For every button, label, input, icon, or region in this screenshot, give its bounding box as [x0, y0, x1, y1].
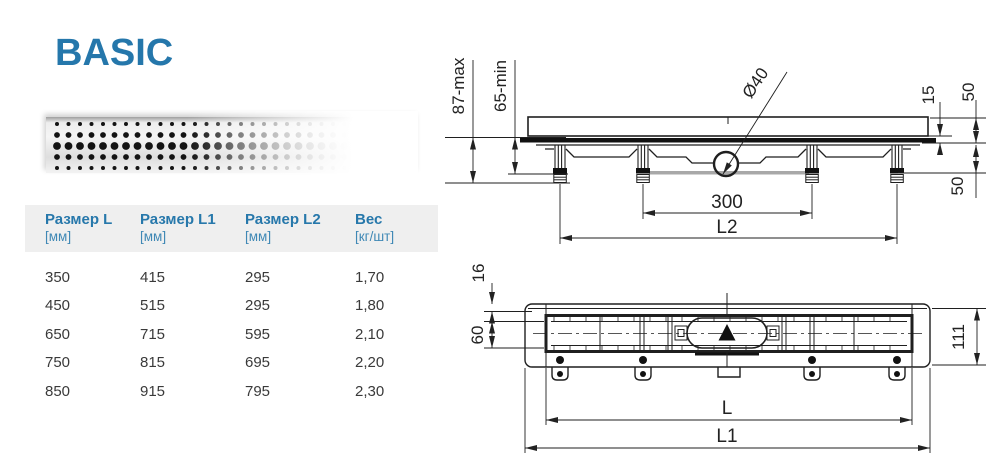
table-cell: 2,10 [355, 325, 385, 343]
dim-diameter-label: Ø40 [738, 64, 773, 102]
column-header: Размер L2 [мм] [245, 211, 321, 244]
column-header: Размер L1 [мм] [140, 211, 216, 244]
table-cell: 415 [140, 269, 166, 286]
dim-50-bottom-label: 50 [948, 176, 967, 196]
table-cell: 695 [245, 354, 271, 372]
dim-300-label: 300 [711, 192, 743, 213]
flow-direction-triangle [719, 324, 736, 341]
size-table [25, 205, 438, 407]
column-header: Вес [кг/шт] [355, 211, 395, 244]
table-cell: 915 [140, 382, 166, 400]
table-row [25, 322, 438, 350]
table-cell: 850 [45, 382, 71, 400]
table-cell: 2,20 [355, 354, 385, 372]
dim-l-label: L [721, 398, 733, 419]
table-cell: 815 [140, 354, 166, 372]
page-title: BASIC [55, 32, 174, 74]
dim-87-max-label: 87-max [449, 57, 468, 115]
table-row [25, 350, 438, 378]
table-cell: 1,80 [355, 297, 385, 315]
table-cell: 715 [140, 325, 166, 343]
table-cell: 595 [245, 325, 271, 343]
table-cell: 295 [245, 297, 271, 315]
table-row [25, 379, 438, 407]
grate-fade-overlay [187, 111, 418, 179]
perforated-grate-image [46, 117, 418, 173]
dim-16-label: 16 [469, 263, 488, 283]
table-cell: 1,70 [355, 269, 385, 286]
table-cell: 2,30 [355, 382, 385, 400]
table-row [25, 265, 438, 293]
drain-trap-bar [649, 171, 809, 175]
side-view-drawing [440, 18, 1000, 250]
dim-15-label: 15 [919, 85, 938, 105]
table-cell: 295 [245, 269, 271, 286]
table-row [25, 293, 438, 321]
dim-l2-label: L2 [716, 217, 738, 238]
column-header: Размер L [мм] [45, 211, 113, 244]
table-cell: 795 [245, 382, 271, 400]
dim-111-label: 111 [949, 324, 968, 350]
table-body [25, 265, 438, 407]
dim-50-top-label: 50 [959, 82, 978, 102]
plan-view-drawing [440, 255, 1000, 465]
table-cell: 750 [45, 354, 71, 372]
table-header [25, 205, 438, 252]
table-cell: 515 [140, 297, 166, 315]
table-cell: 650 [45, 325, 71, 343]
grate-bar [520, 138, 936, 143]
dim-60-label: 60 [468, 325, 487, 345]
reference-lines-left [445, 138, 570, 184]
table-cell: 450 [45, 297, 71, 315]
dim-l1-label: L1 [716, 426, 738, 447]
table-cell: 350 [45, 269, 71, 286]
dim-65-min-label: 65-min [491, 60, 510, 112]
dimensions-left [484, 283, 544, 348]
feet-plan [552, 356, 905, 380]
